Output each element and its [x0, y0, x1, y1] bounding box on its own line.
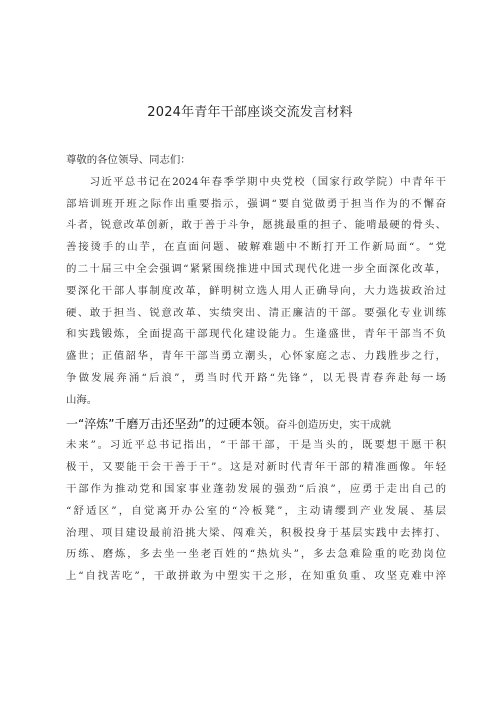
document-body — [66, 150, 446, 588]
section-1-line: “舒适区”，自觉离开办公室的“冷板凳”，主动请缨到产业发展、基层 — [66, 504, 446, 517]
paragraph-1-line: 硬、敢于担当、锐意改革、实绩突出、清正廉洁的干部。要强化专业训练 — [66, 306, 446, 319]
paragraph-1-line: 的二十届三中全会强调“紧紧围绕推进中国式现代化进一步全面深化改革， — [66, 262, 446, 275]
paragraph-1-line: 部培训班开班之际作出重要指示，强调“要自觉做勇于担当作为的不懈奋 — [66, 197, 446, 210]
section-1-line: 干部作为推动党和国家事业蓬勃发展的强劲“后浪”，应勇于走出自己的 — [66, 482, 446, 495]
paragraph-1-line: 善接烫手的山芋，在直面问题、破解难题中不断打开工作新局面“。“党 — [66, 241, 446, 254]
section-1-heading: 一“淬炼”千磨万击还坚劲”的过硬本领。 — [66, 416, 277, 431]
paragraph-1-line: 斗者，锐意改革创新，敢于善于斗争，愿挑最重的担子、能啃最硬的骨头、 — [66, 219, 446, 232]
paragraph-1-line: 和实践锻炼，全面提高干部现代化建设能力。生逢盛世，青年干部当不负 — [66, 328, 446, 341]
section-1-line: 极干，又要能干会干善于干”。这是对新时代青年干部的精准画像。年轻 — [66, 461, 446, 474]
section-1-line: 上“自找苦吃”，干敢拼敢为中塑实干之形，在知重负重、攻坚克难中淬 — [66, 570, 446, 583]
paragraph-1-line: 争做发展奔涌“后浪”，勇当时代开路“先锋”，以无畏青春奔赴每一场 — [66, 371, 446, 384]
section-1-heading-tail: 奋斗创造历史，实干成就 — [276, 418, 391, 431]
salutation: 尊敬的各位领导、同志们： — [66, 154, 191, 166]
section-1-line: 历练、磨炼，多去坐一坐老百姓的“热炕头”，多去急难险重的吃劲岗位 — [66, 548, 446, 561]
paragraph-1-line: 盛世；正值韶华，青年干部当勇立潮头，心怀家庭之志、力践胜步之行， — [66, 350, 446, 363]
paragraph-1-line: 要深化干部人事制度改革，鲜明树立选人用人正确导向，大力选拔政治过 — [66, 284, 446, 297]
paragraph-1-line: 习近平总书记在2024年春季学期中央党校（国家行政学院）中青年干 — [66, 175, 446, 188]
paragraph-1-last-line: 山海。 — [66, 393, 98, 406]
section-1-paragraph — [66, 435, 446, 588]
paragraph-1 — [66, 172, 446, 412]
section-1-line: 未来”。习近平总书记指出，“干部干部，干是当头的，既要想干愿干积 — [66, 439, 446, 452]
document-title: 2024年青年干部座谈交流发言材料 — [147, 105, 353, 120]
section-1-line: 治理、项目建设最前沿挑大梁、闯难关，积极投身于基层实践中去摔打、 — [66, 526, 446, 539]
section-1-heading-line — [66, 414, 446, 436]
